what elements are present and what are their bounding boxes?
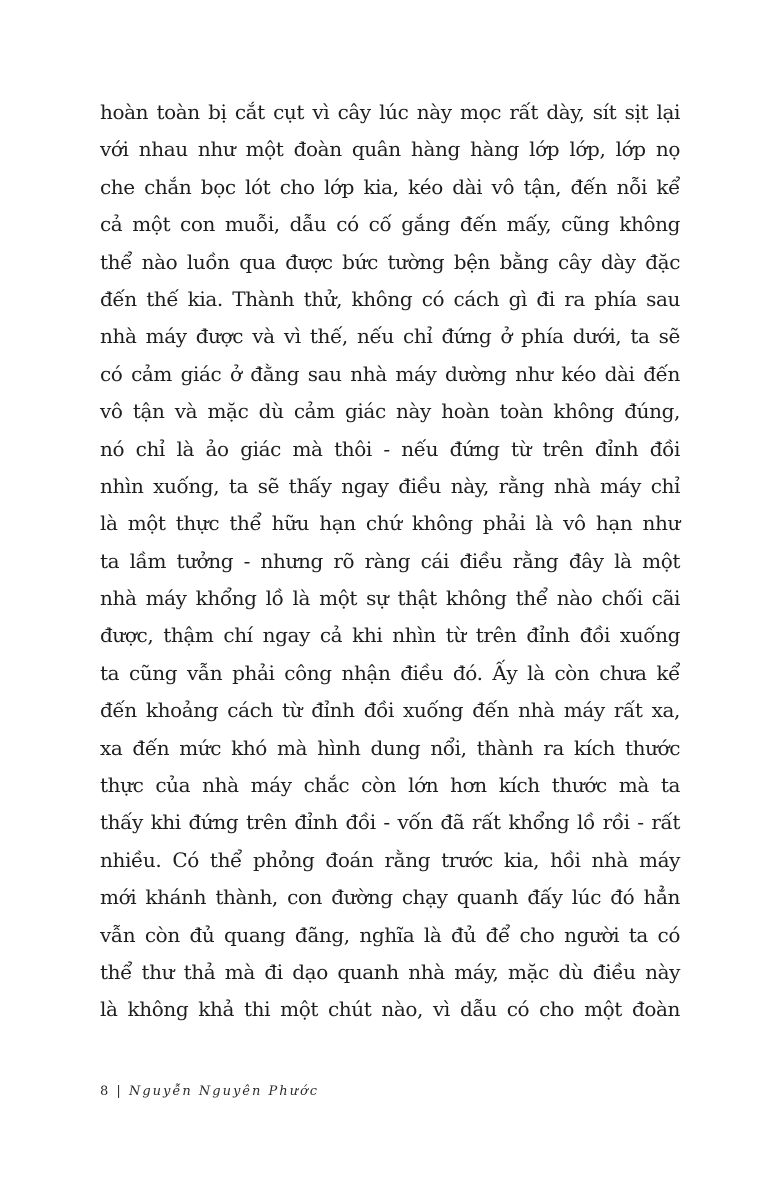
page-number: 8 [100,1084,109,1099]
text-line: được, thậm chí ngay cả khi nhìn từ trên đỉnh đồi xuống [100,623,680,648]
page-footer [100,1084,319,1099]
text-line: với nhau như một đoàn quân hàng hàng lớp lớp, lớp nọ [100,137,680,162]
text-line: là không khả thi một chút nào, vì dẫu có cho một đoàn [100,997,680,1022]
text-line: hoàn toàn bị cắt cụt vì cây lúc này mọc rất dày, sít sịt lại [100,100,680,124]
text-line: nhìn xuống, ta sẽ thấy ngay điều này, rằng nhà máy chỉ [100,473,680,498]
text-line: thể thư thả mà đi dạo quanh nhà máy, mặc dù điều này [100,959,680,984]
text-line: vô tận và mặc dù cảm giác này hoàn toàn không đúng, [100,399,680,424]
text-line: nhiều. Có thể phỏng đoán rằng trước kia, hồi nhà máy [100,847,680,872]
body-text [100,94,680,1029]
text-line: ta lầm tưởng - nhưng rõ ràng cái điều rằng đây là một [100,548,680,573]
text-line: nhà máy khổng lồ là một sự thật không thể nào chối cãi [100,586,680,611]
text-line: cả một con muỗi, dẫu có cố gắng đến mấy, cũng không [100,212,680,237]
text-line: có cảm giác ở đằng sau nhà máy dường như kéo dài đến [100,361,680,386]
author-name: Nguyễn Nguyên Phước [128,1084,320,1099]
text-line: mới khánh thành, con đường chạy quanh đấy lúc đó hẳn [100,885,680,910]
text-line: là một thực thể hữu hạn chứ không phải là vô hạn như [100,511,680,536]
text-line: ta cũng vẫn phải công nhận điều đó. Ấy là còn chưa kể [100,660,680,685]
text-line: nó chỉ là ảo giác mà thôi - nếu đứng từ trên đỉnh đồi [100,436,680,461]
text-line: nhà máy được và vì thế, nếu chỉ đứng ở phía dưới, ta sẽ [100,324,680,349]
footer-separator: | [116,1084,121,1099]
text-line: thể nào luồn qua được bức tường bện bằng cây dày đặc [100,249,680,274]
text-line: đến thế kia. Thành thử, không có cách gì đi ra phía sau [100,286,680,311]
text-line: che chắn bọc lót cho lớp kia, kéo dài vô tận, đến nỗi kể [100,174,680,199]
text-line: thực của nhà máy chắc còn lớn hơn kích thước mà ta [100,773,680,798]
text-line: vẫn còn đủ quang đãng, nghĩa là đủ để cho người ta có [100,922,680,947]
text-line: thấy khi đứng trên đỉnh đồi - vốn đã rất khổng lồ rồi - rất [100,810,680,835]
text-line: xa đến mức khó mà hình dung nổi, thành ra kích thước [100,735,680,760]
text-line: đến khoảng cách từ đỉnh đồi xuống đến nhà máy rất xa, [100,698,680,723]
